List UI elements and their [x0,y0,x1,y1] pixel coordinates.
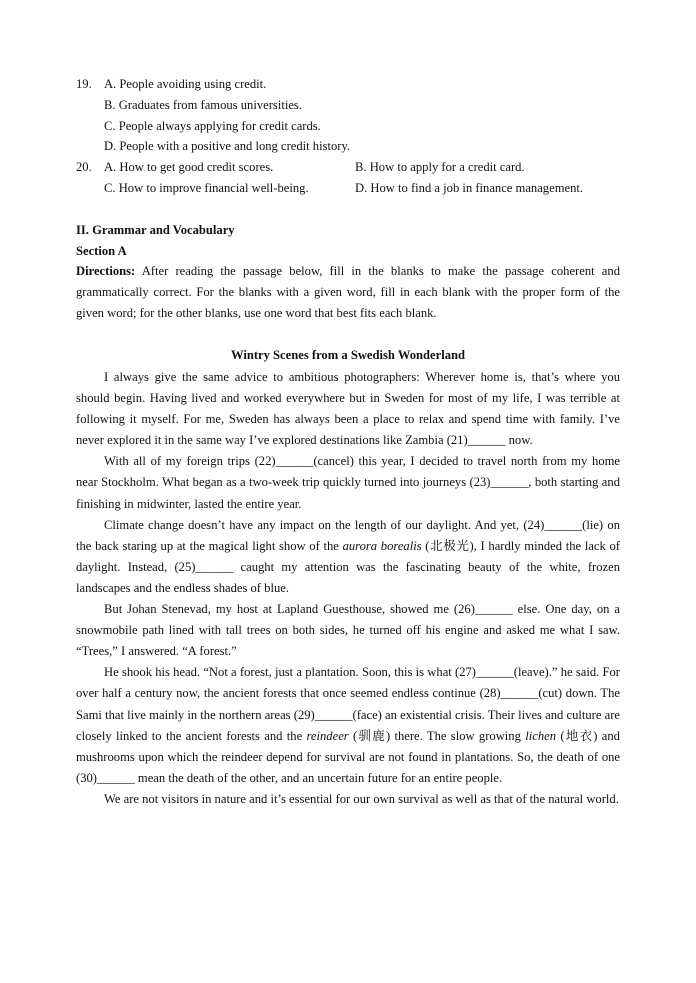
question-number: 20. [76,160,92,174]
option-c: C. People always applying for credit cards. [104,119,321,133]
passage-body [76,367,620,810]
directions-label: Directions: [76,264,136,278]
option-a: A. How to get good credit scores. [104,160,274,174]
section-subheading: Section A [76,244,127,258]
option-c: C. How to improve financial well-being. [104,181,309,195]
directions-text: After reading the passage below, fill in the blanks to make the passage coherent and grammatically correct. For the blanks with a given word, fill in each blank with the proper form of the given word; for the other blanks, use one word that best fits each blank. [76,264,620,321]
paragraph-3-italic: aurora borealis [342,538,422,553]
paragraph-5-italic-reindeer: reindeer [306,728,349,743]
section-heading: II. Grammar and Vocabulary [76,223,235,237]
option-d: D. How to find a job in finance management. [355,181,584,195]
question-number: 19. [76,77,92,91]
passage-title: Wintry Scenes from a Swedish Wonderland [230,348,466,362]
paragraph-5-text-a: He shook his head. “Not a forest, just a plantation. Soon, this is what (27)______(leave).” he said. For over half a century now, the ancient forests that once seemed endless continue (28)______(cut) down. The Sami that live mainly in the northern areas (29)______(face) an existential crisis. Their lives and culture are closely linked to the ancient forests and the [76,665,620,743]
option-b: B. How to apply for a credit card. [355,160,525,174]
paragraph-2: With all of my foreign trips (22)______(cancel) this year, I decided to travel north from my home near Stockholm. What began as a two-week trip quickly turned into journeys (23)______, both starting and finishing in midwinter, lasted the entire year. [76,454,620,511]
paragraph-6: We are not visitors in nature and it’s essential for our own survival as well as that of the natural world. [104,791,619,806]
paragraph-5 [76,662,620,789]
paragraph-3-text-a: Climate change doesn’t have any impact on the length of our daylight. And yet, (24)______(lie) on the back staring up at the magical light show of the [76,517,620,553]
option-a: A. People avoiding using credit. [104,77,267,91]
directions [76,261,620,324]
paragraph-4: But Johan Stenevad, my host at Lapland Guesthouse, showed me (26)______ else. One day, on a snowmobile path lined with tall trees on both sides, he turned off his engine and asked me what I saw. “Trees,” I answered. “A forest.” [76,602,620,659]
paragraph-5-text-b: (驯鹿) there. The slow growing [348,728,526,743]
option-b: B. Graduates from famous universities. [104,98,302,112]
paragraph-5-italic-lichen: lichen [525,728,557,743]
paragraph-3 [76,515,620,599]
option-d: D. People with a positive and long credit history. [104,139,351,153]
paragraph-3-text-b: (北极光), I hardly minded the lack of daylight. Instead, (25)______ caught my attention was the fascinating beauty of the white, frozen landscapes and the endless shades of blue. [76,538,620,595]
paragraph-5-text-c: (地衣) and mushrooms upon which the reindeer depend for survival are not found in plantations. So, the death of one (30)______ mean the death of the other, and an uncertain future for an entire people. [76,728,620,785]
paragraph-1: I always give the same advice to ambitious photographers: Wherever home is, that’s where you should begin. Having lived and worked everywhere but in Sweden for most of my life, I was terrible at following it myself. For me, Sweden has always been a place to relax and spend time with family. I’ve never explored it in the same way I’ve explored destinations like Zambia (21)______ now. [76,370,620,448]
